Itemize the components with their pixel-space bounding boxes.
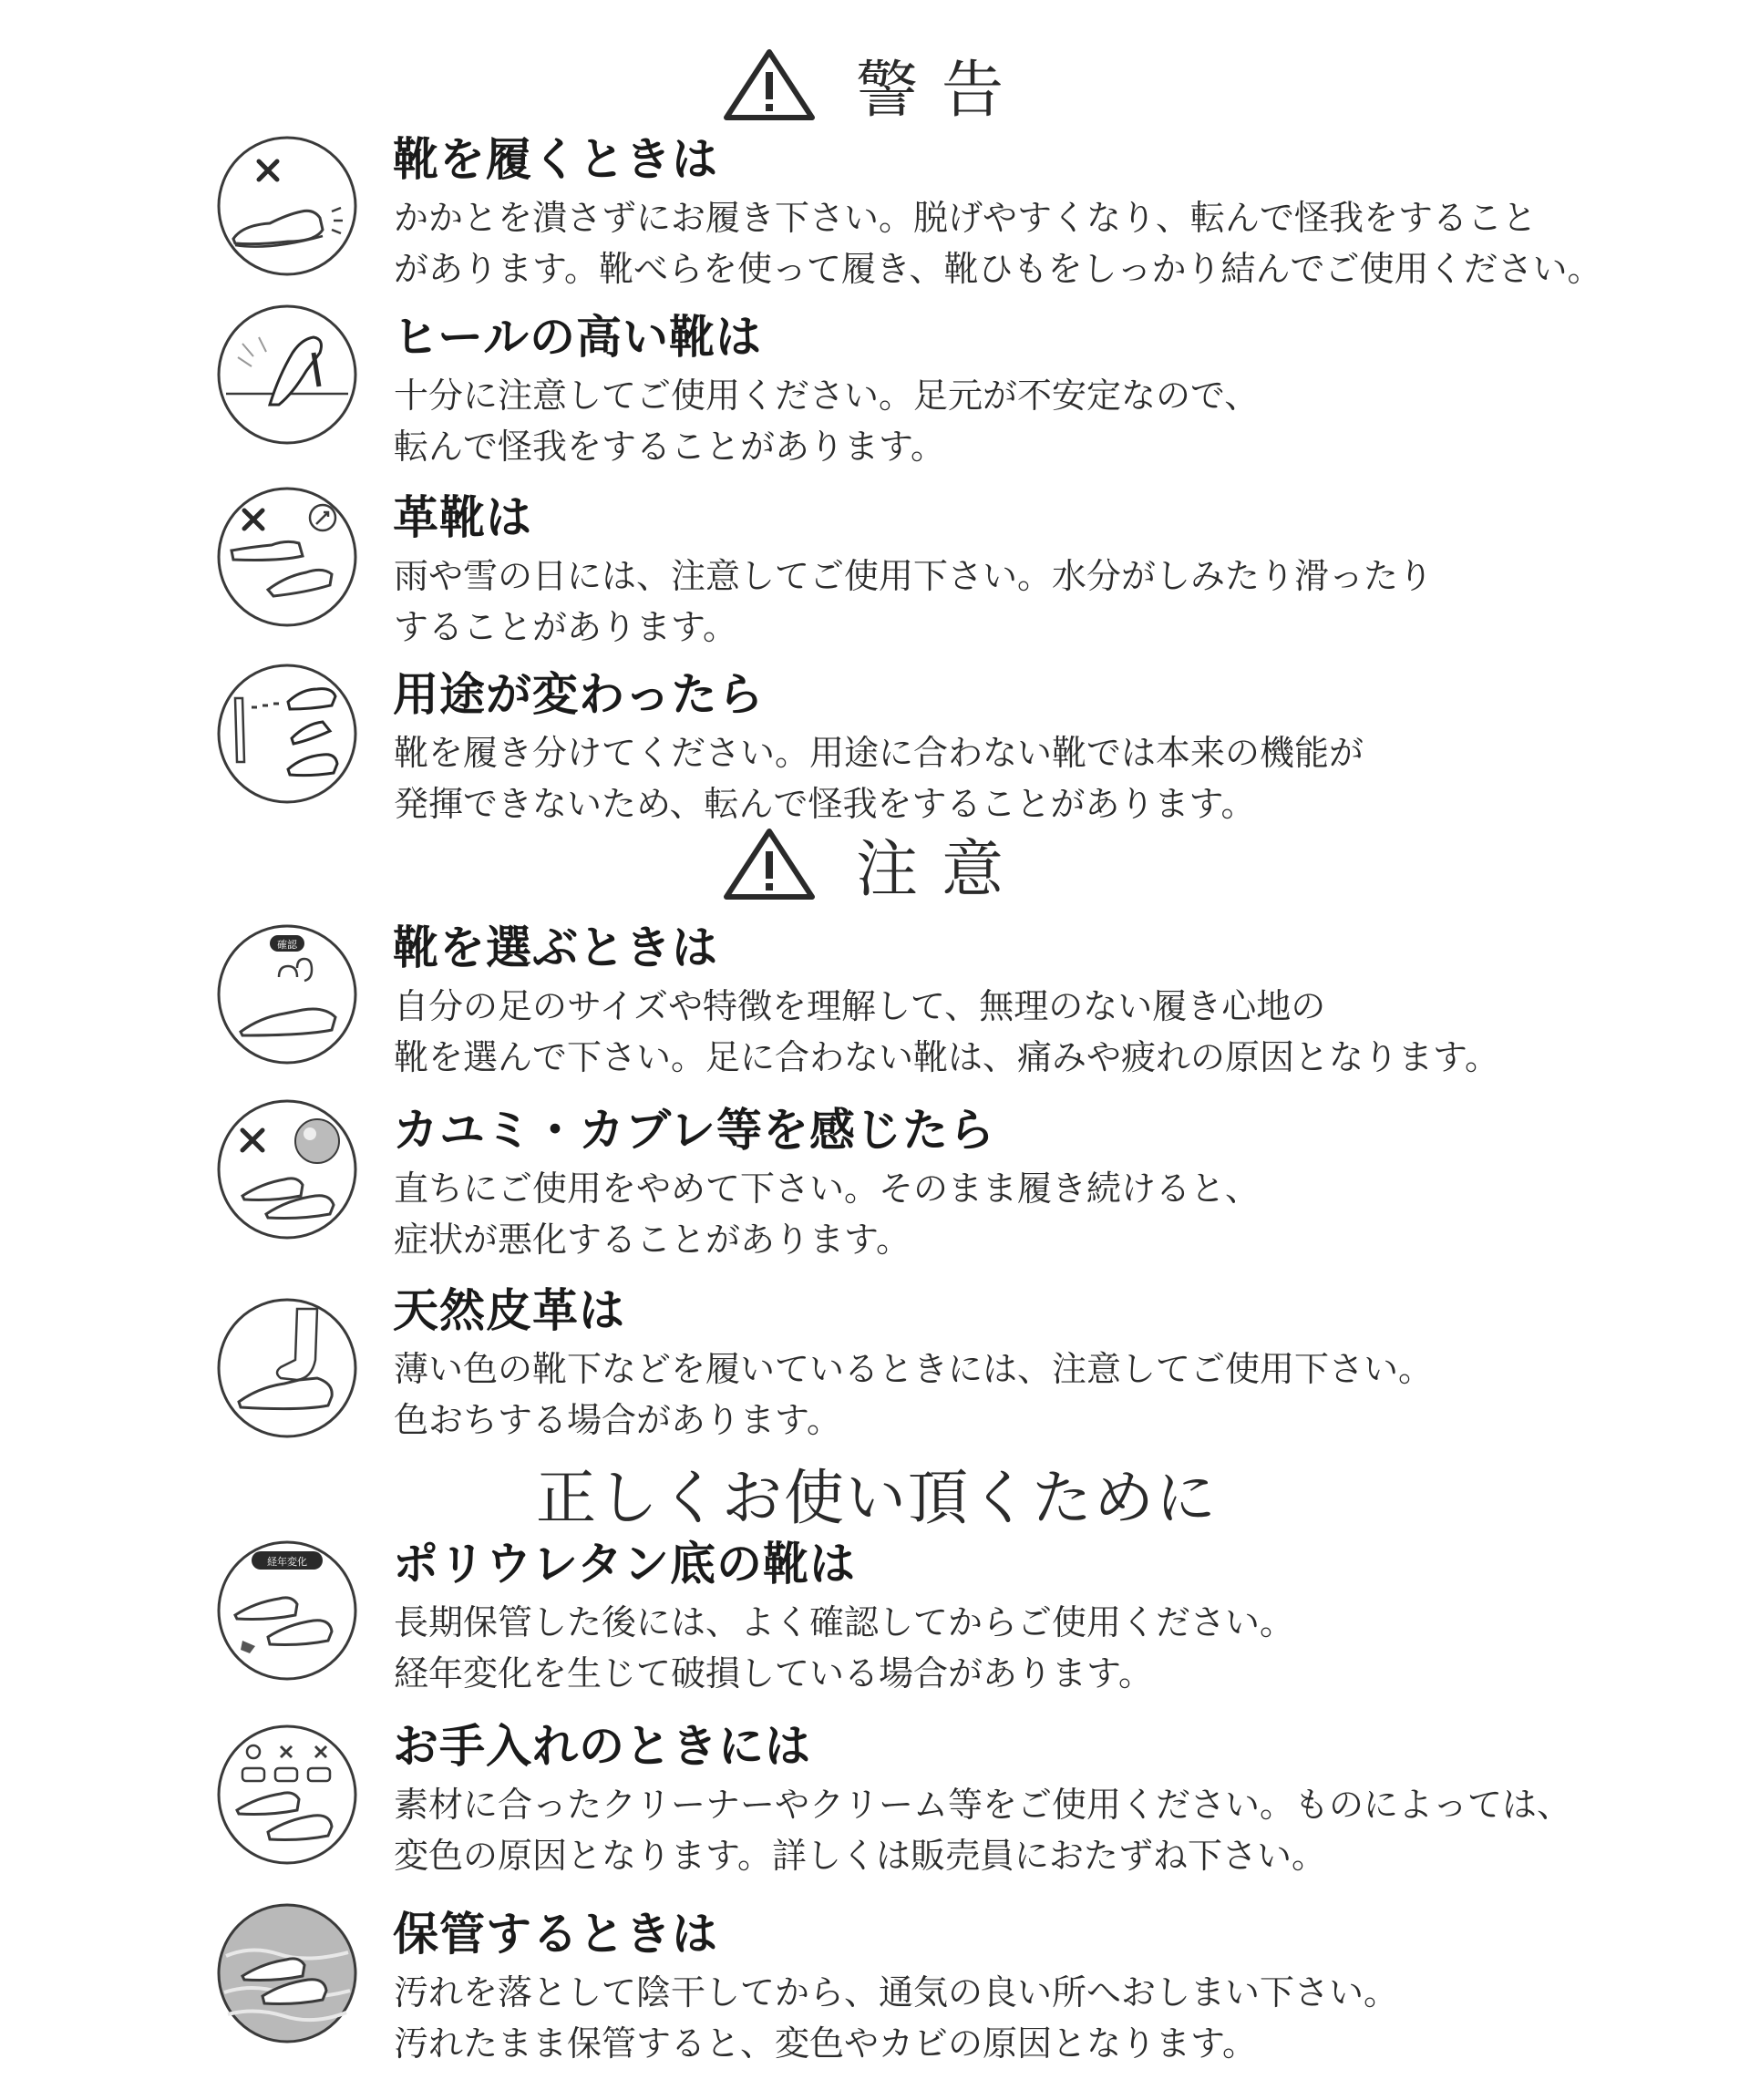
item-text-line: 汚れたまま保管すると、変色やカビの原因となります。 [394, 2023, 1257, 2064]
usage-header: 正しくお使い頂くために [536, 1463, 1218, 1533]
item-title: お手入れのときには [393, 1720, 811, 1773]
shoe-heel-crushed-icon [215, 134, 359, 278]
item-text-line: 直ちにご使用をやめて下さい。そのまま履き続けると、 [394, 1168, 1261, 1209]
warning-item-high-heels [215, 301, 1564, 467]
warning-header [0, 44, 1750, 126]
item-text-line: 雨や雪の日には、注意してご使用下さい。水分がしみたり滑ったり [394, 556, 1434, 596]
item-text-line: 靴を選んで下さい。足に合わない靴は、痛みや疲れの原因となります。 [394, 1037, 1499, 1077]
item-text-line: があります。靴べらを使って履き、靴ひもをしっかり結んでご使用ください。 [394, 249, 1602, 289]
item-title: 革靴は [393, 491, 532, 544]
warning-item-wearing-shoes [215, 123, 1602, 289]
foot-fitting-icon [215, 922, 359, 1066]
item-text-line: 変色の原因となります。詳しくは販売員におたずね下さい。 [394, 1836, 1326, 1876]
item-text-line: かかとを潰さずにお履き下さい。脱げやすくなり、転んで怪我をすること [394, 198, 1538, 238]
item-text-line: 靴を履き分けてください。用途に合わない靴では本来の機能が [394, 733, 1364, 773]
caution-item-natural-leather [215, 1274, 1564, 1440]
sock-color-icon [215, 1296, 359, 1440]
item-text-line: 発揮できないため、転んで怪我をすることがあります。 [394, 784, 1256, 824]
item-text-line: 転んで怪我をすることがあります。 [394, 427, 945, 467]
item-title: 保管するときは [393, 1908, 718, 1961]
item-text-line: 症状が悪化することがあります。 [394, 1220, 911, 1260]
storage-icon [215, 1901, 359, 2045]
item-text-line: 長期保管した後には、よく確認してからご使用ください。 [394, 1602, 1295, 1642]
warning-item-change-use [215, 658, 1564, 824]
leather-shoe-rain-icon [215, 485, 359, 629]
item-title: ヒールの高い靴は [393, 311, 762, 364]
caution-header [0, 822, 1750, 906]
item-title: 天然皮革は [393, 1284, 625, 1337]
item-text-line: 色おちする場合があります。 [394, 1400, 841, 1440]
usage-item-storage [215, 1898, 1564, 2062]
item-text-line: 十分に注意してご使用ください。足元が不安定なので、 [394, 376, 1260, 416]
caution-item-choosing-shoes [215, 911, 1564, 1076]
warning-item-leather-shoes [215, 481, 1564, 647]
itch-rash-icon [215, 1097, 359, 1241]
item-text-line: 薄い色の靴下などを履いているときには、注意してご使用下さい。 [394, 1349, 1434, 1389]
warning-title: 警告 [855, 54, 1027, 127]
item-title: ポリウレタン底の靴は [393, 1538, 856, 1590]
item-title: 靴を履くときは [393, 133, 718, 186]
item-title: カユミ・カブレ等を感じたら [393, 1104, 995, 1157]
caution-triangle-icon [723, 828, 816, 901]
caution-title: 注意 [855, 833, 1027, 906]
aging-badge-text: 経年変化 [267, 1556, 307, 1568]
item-text-line: 経年変化を生じて破損している場合があります。 [394, 1653, 1153, 1693]
item-title: 用途が変わったら [393, 668, 765, 721]
shoe-cream-icon [215, 1723, 359, 1867]
item-text-line: 自分の足のサイズや特徴を理解して、無理のない履き心地の [394, 986, 1326, 1026]
item-text-line: 汚れを落として陰干してから、通気の良い所へおしまい下さい。 [394, 1972, 1399, 2012]
polyurethane-sole-icon [215, 1539, 359, 1683]
warning-triangle-icon [723, 48, 816, 121]
usage-item-polyurethane [215, 1528, 1564, 1692]
shoe-types-icon [215, 662, 359, 806]
item-title: 靴を選ぶときは [393, 921, 718, 974]
item-text-line: することがあります。 [394, 607, 737, 647]
item-text-line: 素材に合ったクリーナーやクリーム等をご使用ください。ものによっては、 [394, 1785, 1572, 1825]
caution-item-itching [215, 1094, 1564, 1260]
high-heel-icon [215, 303, 359, 447]
fitting-badge-text: 確認 [277, 939, 297, 951]
usage-item-maintenance [215, 1710, 1572, 1876]
